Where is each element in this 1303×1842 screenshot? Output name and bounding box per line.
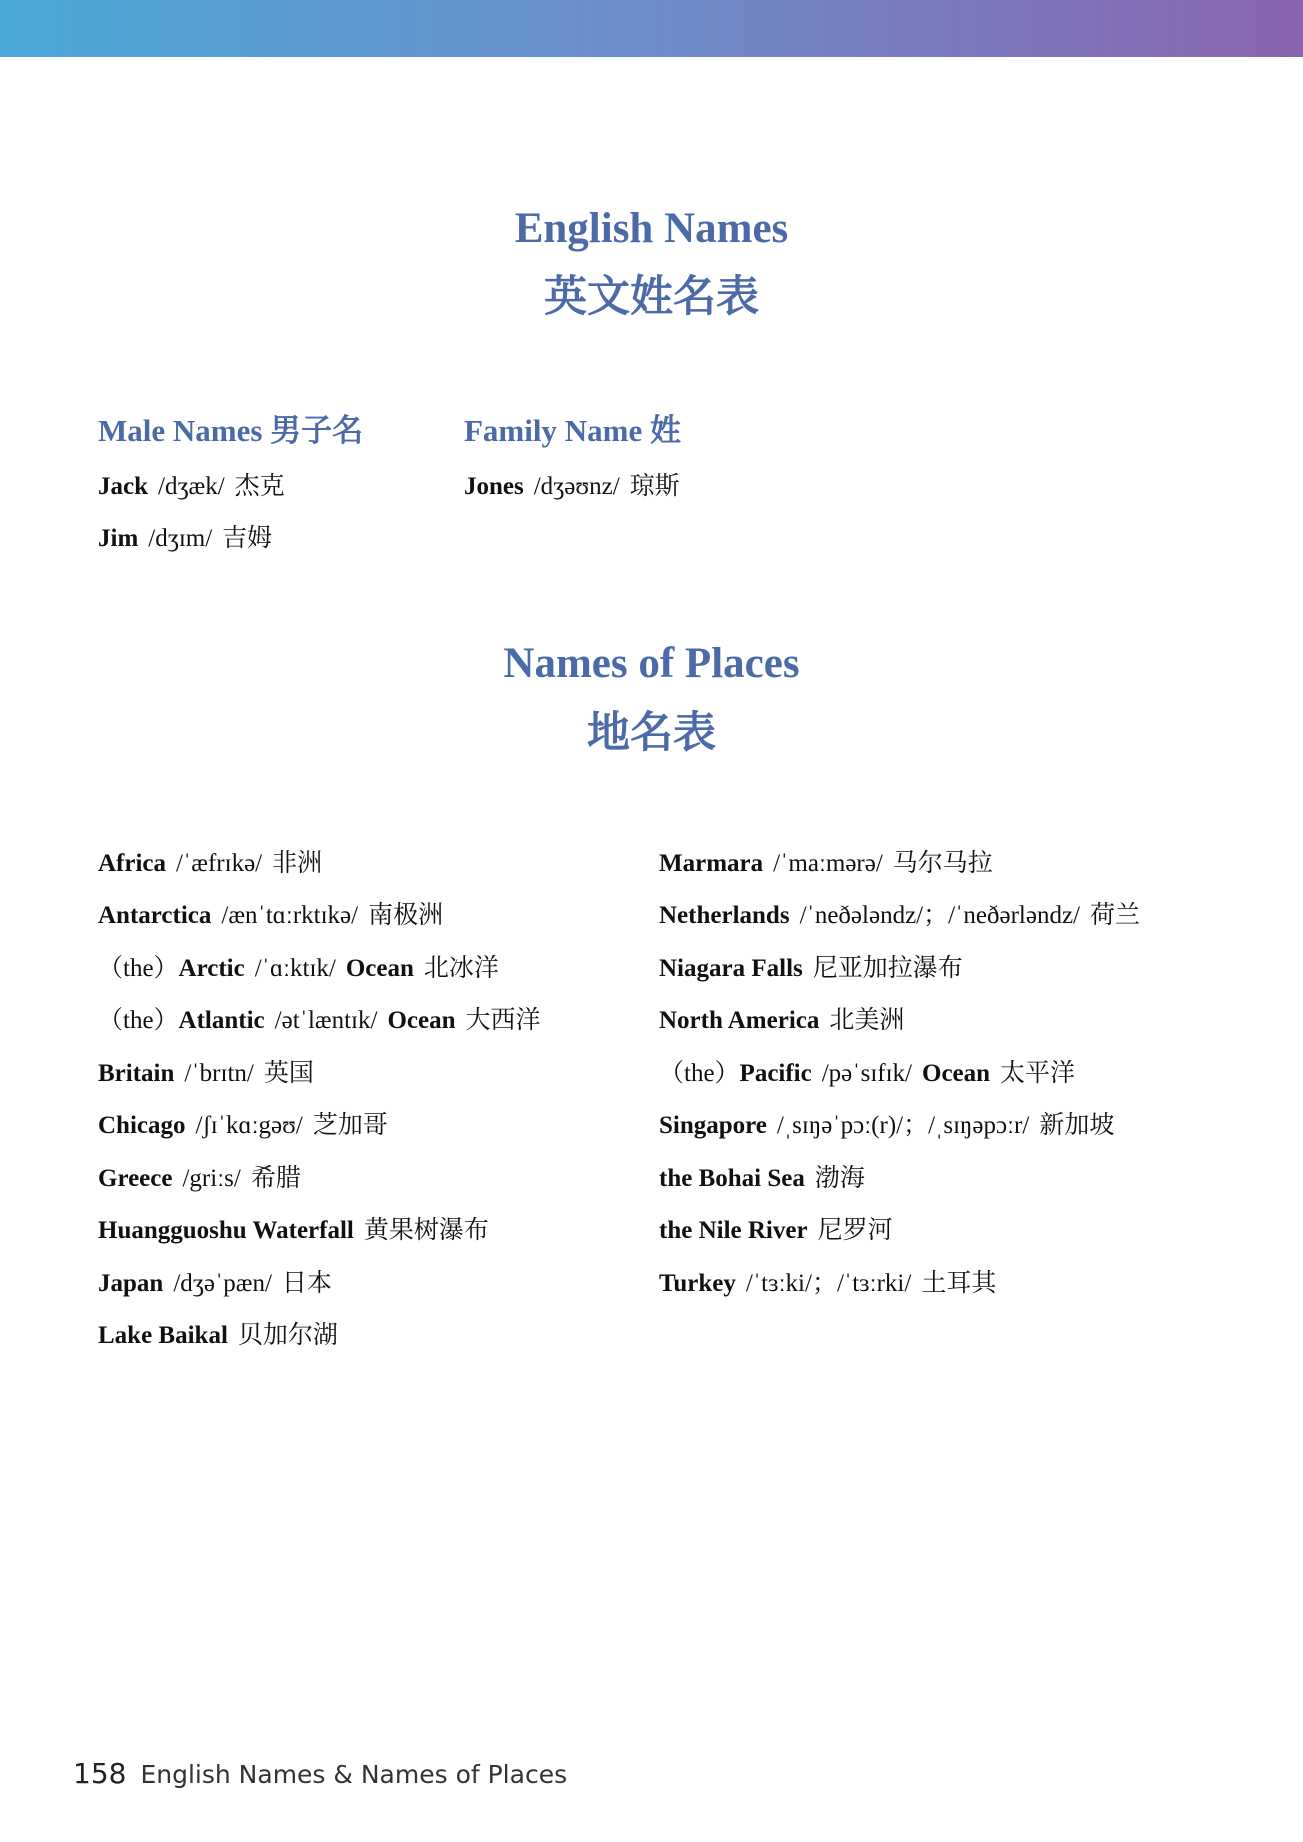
place-entry: Netherlands /ˈneðələndz/；/ˈneðərləndz/ 荷兰 <box>659 902 1140 929</box>
entry-term: Jones <box>464 473 524 500</box>
place-entry: Niagara Falls 尼亚加拉瀑布 <box>659 955 963 982</box>
place-entry: Antarctica /ænˈtɑːrktɪkə/ 南极洲 <box>98 902 444 929</box>
entry-term: Jack <box>98 473 148 500</box>
place-entry: Singapore /ˌsɪŋəˈpɔː(r)/；/ˌsɪŋəpɔːr/ 新加坡 <box>659 1112 1115 1139</box>
entry-chinese: 琼斯 <box>629 473 680 500</box>
footer-text: English Names & Names of Places <box>140 1760 568 1789</box>
place-entry: Africa /ˈæfrɪkə/ 非洲 <box>98 850 323 877</box>
place-entry: Lake Baikal 贝加尔湖 <box>98 1322 338 1349</box>
place-entry: the Nile River 尼罗河 <box>659 1217 893 1244</box>
page-number: 158 <box>73 1757 127 1790</box>
family-name-heading: Family Name 姓 <box>464 413 681 448</box>
top-color-band <box>0 0 1303 57</box>
place-entry: the Bohai Sea 渤海 <box>659 1165 865 1192</box>
place-entry: （the）Pacific /pəˈsɪfɪk/ Ocean 太平洋 <box>659 1060 1076 1087</box>
place-entry: Chicago /ʃɪˈkɑːgəʊ/ 芝加哥 <box>98 1112 388 1139</box>
entry-phonetic: /dʒɪm/ <box>148 525 213 552</box>
page-footer <box>73 1757 567 1790</box>
place-entry: Turkey /ˈtɜːki/；/ˈtɜːrki/ 土耳其 <box>659 1270 997 1297</box>
name-entry-jack <box>98 474 285 499</box>
place-entry: Marmara /ˈmaːmərə/ 马尔马拉 <box>659 850 993 877</box>
entry-phonetic: /dʒəʊnz/ <box>533 473 620 500</box>
places-title-zh: 地名表 <box>587 710 716 757</box>
place-entry: （the）Atlantic /ətˈlæntɪk/ Ocean 大西洋 <box>98 1007 541 1034</box>
entry-phonetic: /dʒæk/ <box>158 473 225 500</box>
entry-term: Jim <box>98 525 139 552</box>
english-names-title: English Names <box>514 205 789 252</box>
place-entry: Huangguoshu Waterfall 黄果树瀑布 <box>98 1217 489 1244</box>
entry-chinese: 吉姆 <box>222 525 273 552</box>
name-entry-jim <box>98 526 272 551</box>
english-names-title-zh: 英文姓名表 <box>544 274 759 321</box>
places-title: Names of Places <box>503 640 800 687</box>
place-entry: Japan /dʒəˈpæn/ 日本 <box>98 1270 332 1297</box>
name-entry-jones <box>464 474 680 499</box>
place-entry: Greece /griːs/ 希腊 <box>98 1165 301 1192</box>
entry-chinese: 杰克 <box>234 473 285 500</box>
place-entry: （the）Arctic /ˈɑːktɪk/ Ocean 北冰洋 <box>98 955 499 982</box>
male-names-heading: Male Names 男子名 <box>98 413 364 448</box>
place-entry: North America 北美洲 <box>659 1007 905 1034</box>
place-entry: Britain /ˈbrɪtn/ 英国 <box>98 1060 314 1087</box>
